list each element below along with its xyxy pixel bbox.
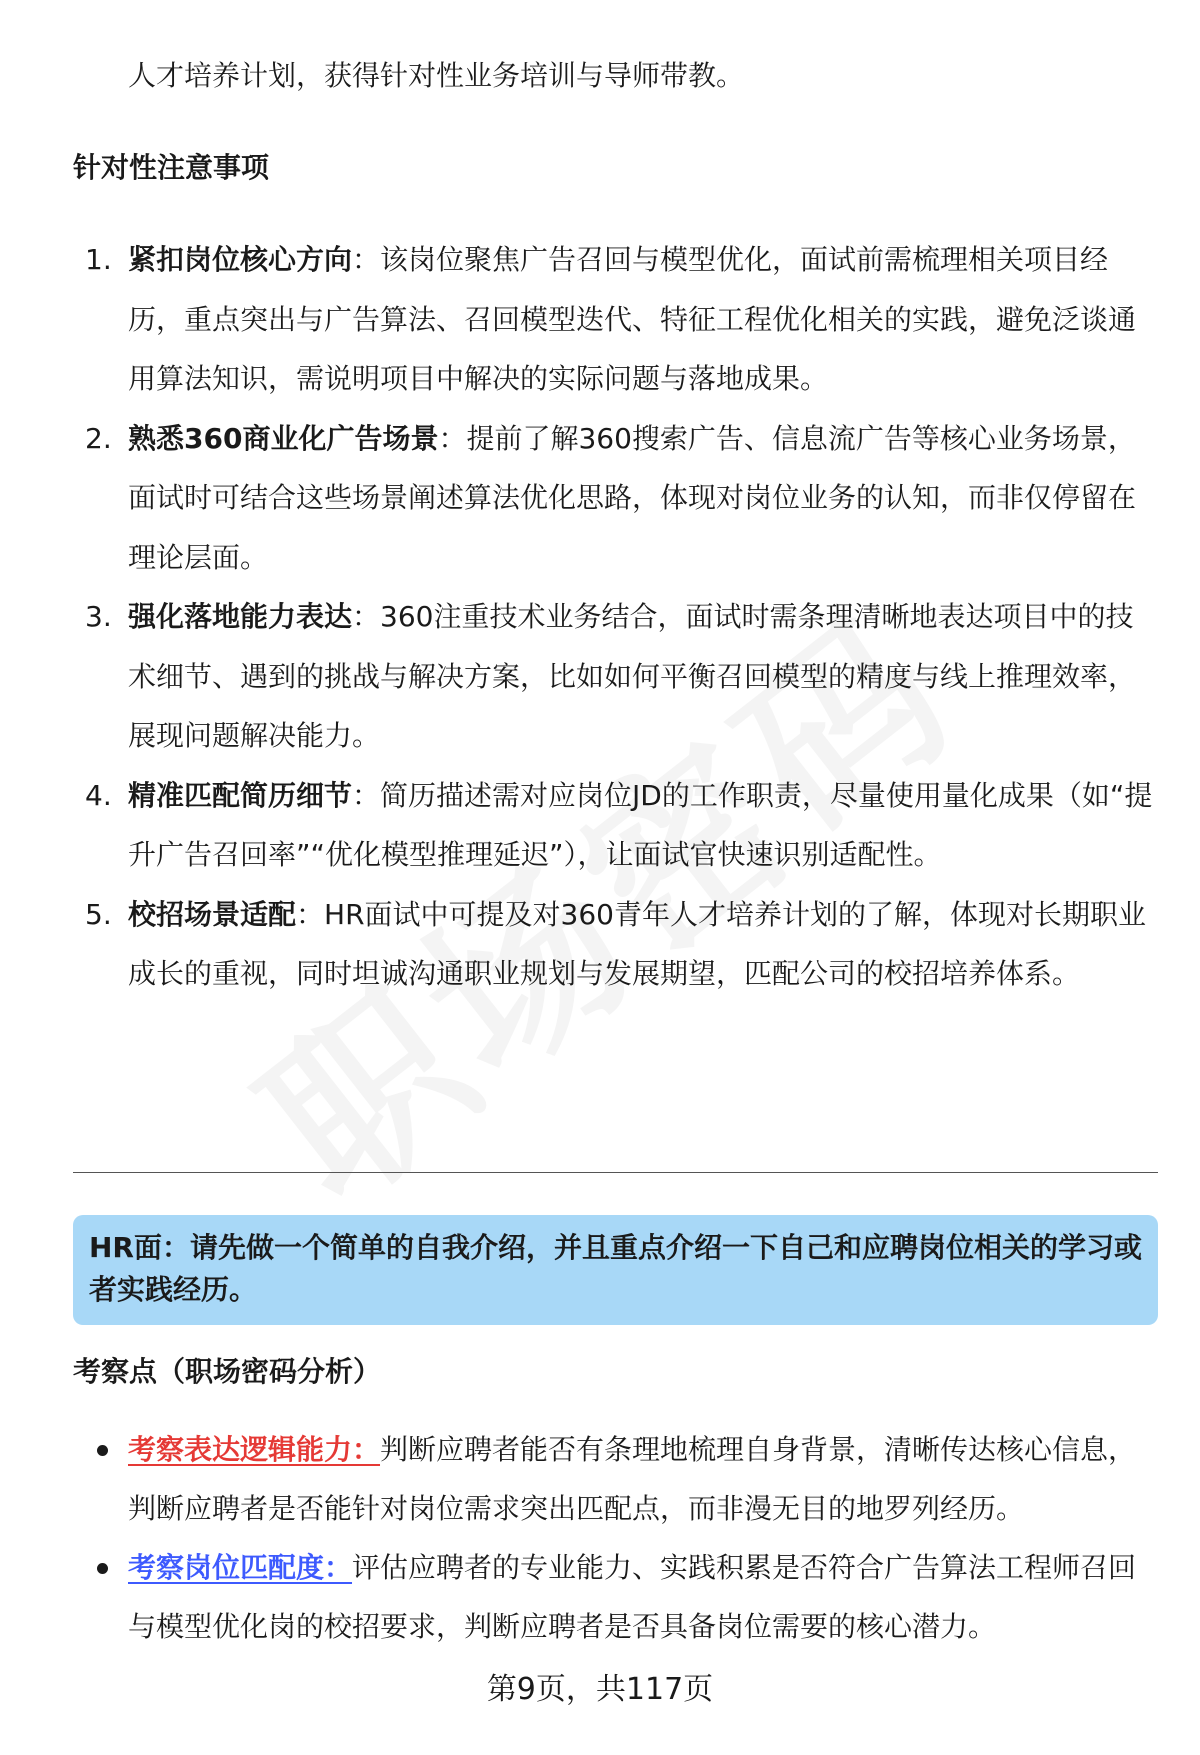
bullet-icon: [97, 1445, 108, 1456]
continuation-text: 人才培养计划，获得针对性业务培训与导师带教。: [128, 59, 745, 92]
bullet-icon: [97, 1563, 108, 1574]
item-separator: ：: [296, 897, 325, 931]
section-divider: [73, 1172, 1158, 1173]
list-item: [73, 1420, 1158, 1538]
point-text: 判断应聘者能否有条理地梳理自身背景，清晰传达核心信息，判断应聘者是否能针对岗位需求突出匹配点，而非漫无目的地罗列经历。: [128, 1433, 1137, 1525]
list-item: [73, 1538, 1158, 1656]
item-number: 1.: [85, 243, 112, 276]
item-number: 5.: [85, 897, 112, 931]
point-label: 考察岗位匹配度：: [128, 1551, 353, 1584]
item-number: 2.: [85, 421, 112, 455]
item-number: 3.: [85, 600, 112, 633]
analysis-points: [73, 1420, 1158, 1656]
item-title: 熟悉360商业化广告场景: [128, 421, 439, 455]
item-number: 4.: [85, 778, 112, 812]
list-item: [73, 885, 1158, 1004]
item-separator: ：: [352, 778, 381, 812]
item-text: HR面试中可提及对360青年人才培养计划的了解，体现对长期职业成长的重视，同时坦诚沟通职业规划与发展期望，匹配公司的校招培养体系。: [128, 897, 1146, 990]
analysis-heading: 考察点（职场密码分析）: [73, 1355, 382, 1388]
question-text: HR面：请先做一个简单的自我介绍，并且重点介绍一下自己和应聘岗位相关的学习或者实践经历。: [89, 1231, 1142, 1306]
item-text: 简历描述需对应岗位JD的工作职责，尽量使用量化成果（如“提升广告召回率”“优化模型推理延迟”），让面试官快速识别适配性。: [128, 778, 1153, 871]
list-item: [73, 230, 1158, 409]
list-item: [73, 587, 1158, 766]
item-separator: ：: [352, 600, 381, 633]
list-item: [73, 766, 1158, 885]
point-text: 评估应聘者的专业能力、实践积累是否符合广告算法工程师召回与模型优化岗的校招要求，判断应聘者是否具备岗位需要的核心潜力。: [128, 1551, 1137, 1643]
item-text: 该岗位聚焦广告召回与模型优化，面试前需梳理相关项目经历，重点突出与广告算法、召回模型迭代、特征工程优化相关的实践，避免泛谈通用算法知识，需说明项目中解决的实际问题与落地成果。: [128, 243, 1137, 395]
item-title: 精准匹配简历细节: [128, 778, 353, 812]
tips-list: [73, 230, 1158, 1004]
item-title: 强化落地能力表达: [128, 600, 353, 633]
item-separator: ：: [438, 421, 467, 455]
page-number-footer: 第9页，共117页: [486, 1672, 714, 1707]
item-title: 紧扣岗位核心方向: [128, 243, 353, 276]
item-separator: ：: [352, 243, 381, 276]
tips-heading: 针对性注意事项: [73, 151, 270, 184]
item-text: 提前了解360搜索广告、信息流广告等核心业务场景，面试时可结合这些场景阐述算法优化思路，体现对岗位业务的认知，而非仅停留在理论层面。: [128, 421, 1137, 574]
list-item: [73, 409, 1158, 588]
point-label: 考察表达逻辑能力：: [128, 1433, 381, 1466]
item-title: 校招场景适配: [128, 897, 297, 931]
item-text: 360注重技术业务结合，面试时需条理清晰地表达项目中的技术细节、遇到的挑战与解决方案，比如如何平衡召回模型的精度与线上推理效率，展现问题解决能力。: [128, 600, 1137, 752]
question-box: [73, 1215, 1158, 1325]
